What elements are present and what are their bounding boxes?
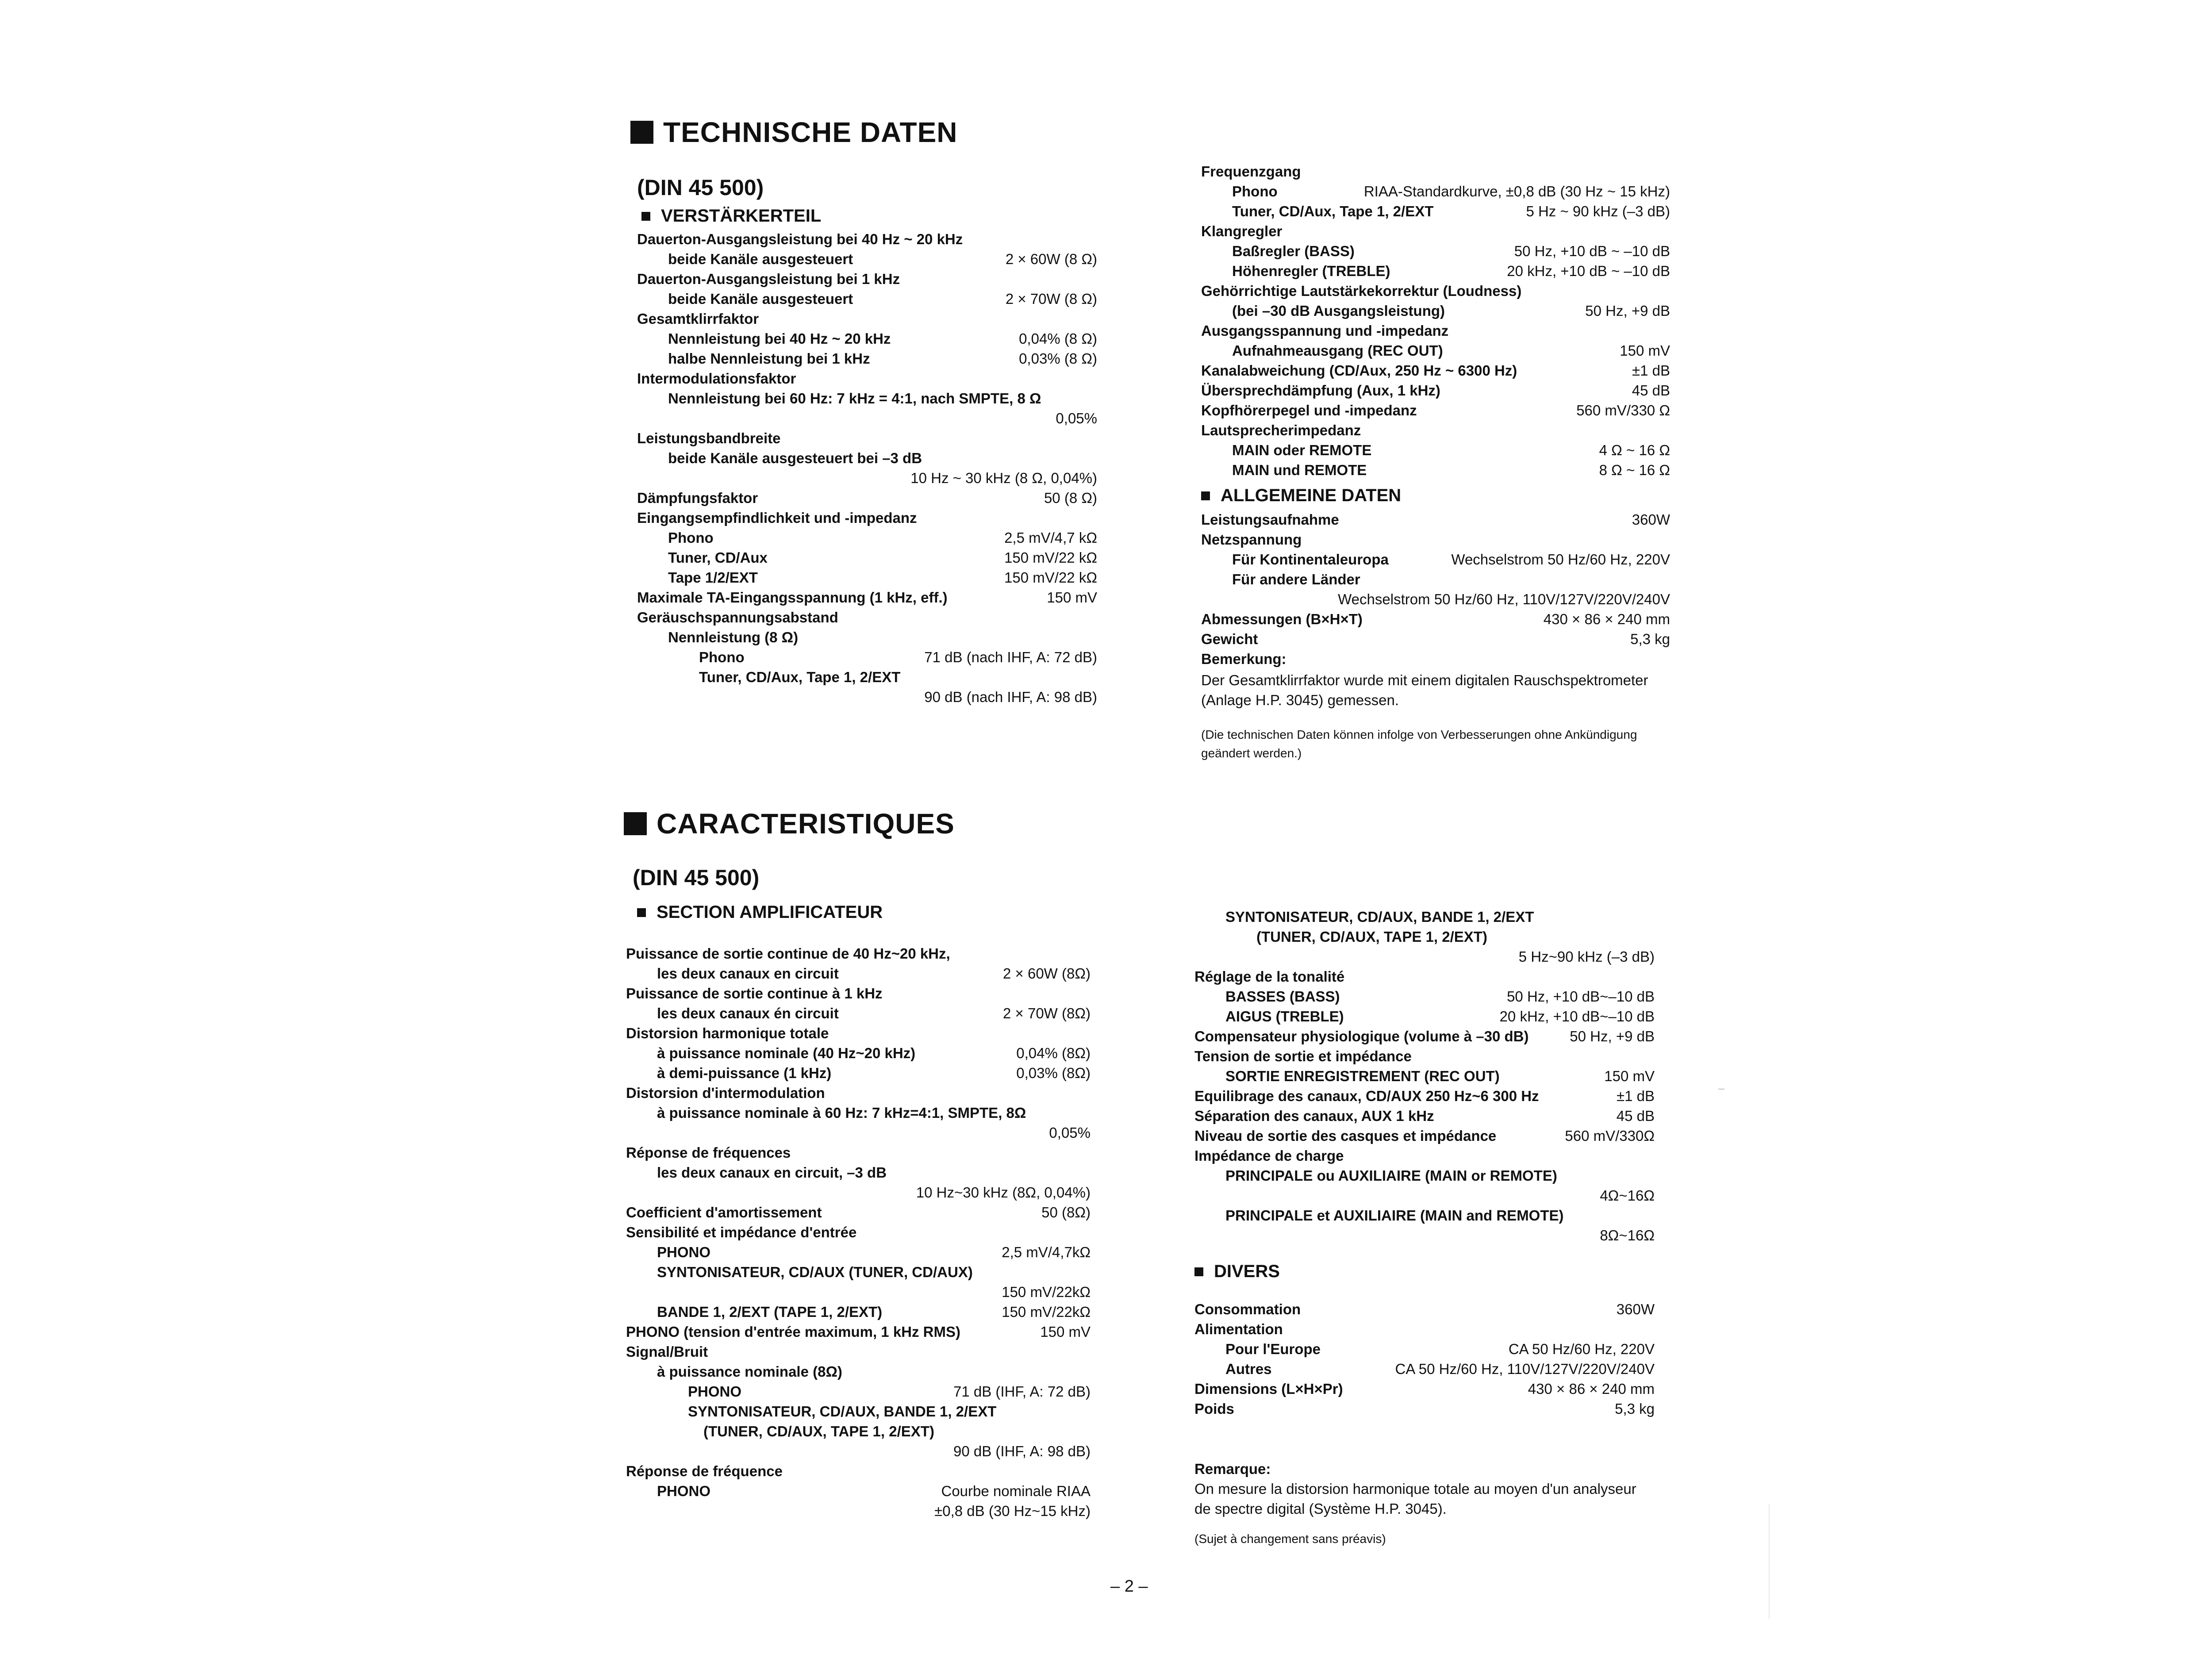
spec-row: [626, 983, 1091, 1003]
spec-label: Phono: [699, 649, 745, 665]
spec-value: 0,04% (8 Ω): [1019, 330, 1097, 347]
spec-label: les deux canaux en circuit: [657, 965, 839, 982]
spec-row: [626, 1023, 1091, 1043]
fr-remark: On mesure la distorsion harmonique totale au moyen d'un analyseur de spectre digital (Système H.P. 3045).: [1194, 1481, 1636, 1517]
spec-label: SYNTONISATEUR, CD/AUX, BANDE 1, 2/EXT: [688, 1403, 997, 1420]
spec-label: Nennleistung (8 Ω): [668, 629, 799, 645]
spec-label: Leistungsbandbreite: [637, 430, 781, 446]
spec-value: ±1 dB: [1617, 1088, 1655, 1104]
spec-label: Netzspannung: [1201, 531, 1302, 548]
spec-row: [1201, 460, 1670, 480]
spec-row: [1194, 1186, 1655, 1205]
spec-row: [1194, 1225, 1655, 1245]
spec-value: 45 dB: [1616, 1108, 1655, 1124]
spec-row: [626, 1063, 1091, 1083]
spec-row: [637, 647, 1097, 667]
de-spec-list-right: [1201, 161, 1670, 480]
spec-row: [1194, 947, 1655, 967]
spec-value: Wechselstrom 50 Hz/60 Hz, 220V: [1451, 551, 1670, 568]
spec-row: [1194, 1339, 1655, 1359]
de-remark: Der Gesamtklirrfaktor wurde mit einem digitalen Rauschspektrometer (Anlage H.P. 3045) gemessen.: [1201, 672, 1648, 708]
spec-label: (TUNER, CD/AUX, TAPE 1, 2/EXT): [1256, 929, 1487, 945]
spec-value: 0,03% (8 Ω): [1019, 350, 1097, 367]
de-amp-heading: [641, 206, 821, 226]
spec-row: [1201, 380, 1670, 400]
spec-value: RIAA-Standardkurve, ±0,8 dB (30 Hz ~ 15 kHz): [1363, 183, 1670, 200]
spec-value: 150 mV: [1620, 342, 1670, 359]
spec-row: [1201, 201, 1670, 221]
spec-row: [637, 468, 1097, 488]
spec-row: [626, 944, 1091, 963]
de-title-text: TECHNISCHE DATEN: [663, 116, 958, 148]
spec-row: [626, 1202, 1091, 1222]
spec-label: Tape 1/2/EXT: [668, 569, 758, 586]
spec-row: [637, 229, 1097, 249]
spec-value: 560 mV/330Ω: [1565, 1128, 1655, 1144]
spec-label: Kanalabweichung (CD/Aux, 250 Hz ~ 6300 Hz): [1201, 362, 1517, 379]
fr-general-heading-text: DIVERS: [1214, 1262, 1280, 1281]
page-number: – 2 –: [1110, 1577, 1148, 1596]
bullet-square-icon: [641, 212, 650, 221]
spec-value: 0,04% (8Ω): [1016, 1045, 1091, 1061]
spec-row: [626, 1163, 1091, 1182]
spec-value: 8Ω~16Ω: [1600, 1227, 1655, 1244]
spec-row: [1194, 1319, 1655, 1339]
spec-row: [1201, 549, 1670, 569]
spec-row: [626, 1441, 1091, 1461]
spec-row: [1194, 907, 1655, 927]
fr-din-heading: (DIN 45 500): [633, 865, 760, 890]
spec-value: 5 Hz~90 kHz (–3 dB): [1518, 948, 1655, 965]
spec-label: Alimentation: [1194, 1321, 1283, 1337]
spec-value: 4Ω~16Ω: [1600, 1187, 1655, 1204]
spec-row: [1194, 1006, 1655, 1026]
fr-title-text: CARACTERISTIQUES: [657, 808, 955, 840]
spec-value: 150 mV/22kΩ: [1002, 1284, 1091, 1300]
spec-row: [1201, 530, 1670, 549]
spec-label: Impédance de charge: [1194, 1148, 1344, 1164]
spec-row: [626, 1143, 1091, 1163]
spec-row: [1194, 1106, 1655, 1126]
spec-label: Dimensions (L×H×Pr): [1194, 1381, 1343, 1397]
spec-value: 45 dB: [1632, 382, 1670, 399]
spec-value: 360W: [1616, 1301, 1655, 1317]
spec-value: 2,5 mV/4,7kΩ: [1002, 1244, 1091, 1260]
spec-row: [626, 1123, 1091, 1143]
spec-row: [626, 963, 1091, 983]
spec-row: [637, 408, 1097, 428]
spec-row: [637, 368, 1097, 388]
spec-label: les deux canaux én circuit: [657, 1005, 839, 1021]
spec-label: Puissance de sortie continue à 1 kHz: [626, 985, 883, 1002]
bullet-square-icon: [1201, 491, 1210, 500]
spec-label: PRINCIPALE et AUXILIAIRE (MAIN and REMOTE): [1225, 1207, 1564, 1224]
spec-row: [1201, 569, 1670, 589]
spec-label: Nennleistung bei 60 Hz: 7 kHz = 4:1, nach SMPTE, 8 Ω: [668, 390, 1041, 407]
spec-row: [1201, 221, 1670, 241]
spec-value: 71 dB (IHF, A: 72 dB): [953, 1383, 1091, 1400]
spec-label: Baßregler (BASS): [1232, 243, 1355, 259]
spec-label: Bemerkung:: [1201, 651, 1286, 667]
spec-value: 2 × 60W (8Ω): [1003, 965, 1091, 982]
spec-value: 4 Ω ~ 16 Ω: [1599, 442, 1670, 458]
spec-row: [626, 1382, 1091, 1401]
spec-row: [626, 1461, 1091, 1481]
spec-row: [626, 1003, 1091, 1023]
spec-label: Equilibrage des canaux, CD/AUX 250 Hz~6 300 Hz: [1194, 1088, 1539, 1104]
spec-row: [1194, 1146, 1655, 1166]
de-general-heading-text: ALLGEMEINE DATEN: [1221, 486, 1402, 505]
spec-label: Tuner, CD/Aux, Tape 1, 2/EXT: [1232, 203, 1434, 219]
spec-value: ±1 dB: [1632, 362, 1670, 379]
spec-row: [637, 528, 1097, 548]
spec-label: MAIN oder REMOTE: [1232, 442, 1372, 458]
spec-label: BASSES (BASS): [1225, 988, 1340, 1005]
spec-label: SORTIE ENREGISTREMENT (REC OUT): [1225, 1068, 1500, 1084]
spec-row: [637, 627, 1097, 647]
spec-value: CA 50 Hz/60 Hz, 220V: [1508, 1341, 1655, 1357]
spec-value: 50 Hz, +9 dB: [1570, 1028, 1655, 1044]
spec-label: Übersprechdämpfung (Aux, 1 kHz): [1201, 382, 1440, 399]
spec-label: Kopfhörerpegel und -impedanz: [1201, 402, 1417, 418]
spec-row: [1194, 1399, 1655, 1419]
spec-row: [626, 1242, 1091, 1262]
spec-row: [626, 1481, 1091, 1501]
de-section-title: [630, 116, 958, 149]
spec-value: 71 dB (nach IHF, A: 72 dB): [924, 649, 1097, 665]
spec-value: 430 × 86 × 240 mm: [1528, 1381, 1655, 1397]
spec-label: PHONO: [657, 1483, 711, 1499]
fr-amplifier-spec-list: [626, 944, 1091, 1521]
spec-row: [626, 1222, 1091, 1242]
spec-row: [1194, 1205, 1655, 1225]
spec-label: MAIN und REMOTE: [1232, 462, 1367, 478]
spec-label: Réponse de fréquences: [626, 1144, 791, 1161]
spec-label: Höhenregler (TREBLE): [1232, 263, 1390, 279]
spec-row: [1194, 1166, 1655, 1186]
spec-value: 2 × 70W (8Ω): [1003, 1005, 1091, 1021]
spec-row: [1194, 986, 1655, 1006]
spec-label: (bei –30 dB Ausgangsleistung): [1232, 303, 1445, 319]
scan-mark: [1769, 1504, 1770, 1619]
spec-row: [637, 349, 1097, 368]
spec-value: 50 Hz, +10 dB~–10 dB: [1507, 988, 1655, 1005]
spec-label: Phono: [1232, 183, 1278, 200]
spec-label: les deux canaux en circuit, –3 dB: [657, 1164, 887, 1181]
spec-label: à puissance nominale (8Ω): [657, 1363, 842, 1380]
spec-row: [1201, 609, 1670, 629]
spec-value: 50 Hz, +9 dB: [1585, 303, 1670, 319]
spec-value: 0,03% (8Ω): [1016, 1065, 1091, 1081]
spec-row: [1194, 1046, 1655, 1066]
spec-label: Niveau de sortie des casques et impédance: [1194, 1128, 1497, 1144]
fr-amp-heading: [637, 902, 883, 922]
spec-row: [626, 1302, 1091, 1322]
fr-amp-heading-text: SECTION AMPLIFICATEUR: [657, 902, 883, 922]
spec-label: PHONO: [688, 1383, 742, 1400]
spec-value: 150 mV: [1047, 589, 1097, 606]
spec-value: 5,3 kg: [1630, 631, 1670, 647]
spec-row: [626, 1043, 1091, 1063]
spec-row: [1201, 161, 1670, 181]
spec-label: Nennleistung bei 40 Hz ~ 20 kHz: [668, 330, 891, 347]
spec-label: Poids: [1194, 1401, 1234, 1417]
spec-row: [626, 1282, 1091, 1302]
spec-value: 0,05%: [1056, 410, 1097, 426]
spec-row: [626, 1362, 1091, 1382]
spec-row: [626, 1103, 1091, 1123]
spec-row: [1201, 629, 1670, 649]
spec-label: Für andere Länder: [1232, 571, 1360, 587]
spec-row: [637, 388, 1097, 408]
spec-value: Courbe nominale RIAA: [941, 1483, 1091, 1499]
section-square-icon: [630, 121, 653, 144]
spec-value: 150 mV: [1040, 1324, 1091, 1340]
spec-row: [626, 1182, 1091, 1202]
spec-label: Tuner, CD/Aux, Tape 1, 2/EXT: [699, 669, 901, 685]
fr-general-spec-list: [1194, 1299, 1655, 1419]
spec-row: [1194, 1026, 1655, 1046]
spec-row: [1201, 589, 1670, 609]
spec-row: [637, 508, 1097, 528]
spec-value: 2,5 mV/4,7 kΩ: [1004, 530, 1097, 546]
spec-value: 8 Ω ~ 16 Ω: [1599, 462, 1670, 478]
spec-value: 10 Hz~30 kHz (8Ω, 0,04%): [916, 1184, 1091, 1201]
spec-label: BANDE 1, 2/EXT (TAPE 1, 2/EXT): [657, 1304, 883, 1320]
spec-label: SYNTONISATEUR, CD/AUX (TUNER, CD/AUX): [657, 1264, 973, 1280]
spec-row: [1194, 1299, 1655, 1319]
spec-row: [1201, 321, 1670, 341]
bullet-square-icon: [1194, 1267, 1203, 1276]
de-amp-heading-text: VERSTÄRKERTEIL: [661, 206, 822, 226]
spec-label: Compensateur physiologique (volume à –30 dB): [1194, 1028, 1529, 1044]
spec-row: [1194, 1066, 1655, 1086]
spec-label: (TUNER, CD/AUX, TAPE 1, 2/EXT): [703, 1423, 934, 1439]
spec-label: Leistungsaufnahme: [1201, 511, 1339, 528]
fr-spec-list-right: [1194, 907, 1655, 1245]
spec-row: [626, 1322, 1091, 1342]
spec-row: [1201, 281, 1670, 301]
spec-row: [1201, 261, 1670, 281]
spec-label: Gehörrichtige Lautstärkekorrektur (Loudness): [1201, 283, 1522, 299]
spec-row: [637, 448, 1097, 468]
spec-row: [626, 1083, 1091, 1103]
spec-value: 50 Hz, +10 dB ~ –10 dB: [1514, 243, 1670, 259]
fr-footnote: (Sujet à changement sans préavis): [1194, 1532, 1386, 1546]
spec-row: [626, 1342, 1091, 1362]
spec-label: Dauerton-Ausgangsleistung bei 40 Hz ~ 20 kHz: [637, 231, 963, 247]
spec-value: 90 dB (IHF, A: 98 dB): [953, 1443, 1091, 1459]
spec-label: Ausgangsspannung und -impedanz: [1201, 322, 1449, 339]
spec-label: à puissance nominale à 60 Hz: 7 kHz=4:1, SMPTE, 8Ω: [657, 1105, 1026, 1121]
spec-label: AIGUS (TREBLE): [1225, 1008, 1344, 1025]
spec-label: PHONO (tension d'entrée maximum, 1 kHz RMS): [626, 1324, 960, 1340]
spec-label: Coefficient d'amortissement: [626, 1204, 822, 1220]
spec-row: [626, 1501, 1091, 1521]
spec-row: [1194, 1379, 1655, 1399]
spec-row: [1194, 927, 1655, 947]
spec-row: [1194, 1359, 1655, 1379]
spec-label: Réponse de fréquence: [626, 1463, 783, 1479]
spec-value: 5,3 kg: [1615, 1401, 1655, 1417]
spec-label: Dauerton-Ausgangsleistung bei 1 kHz: [637, 271, 900, 287]
spec-label: Tuner, CD/Aux: [668, 549, 768, 566]
spec-value: 50 (8 Ω): [1044, 490, 1097, 506]
spec-label: PRINCIPALE ou AUXILIAIRE (MAIN or REMOTE): [1225, 1167, 1557, 1184]
spec-label: à demi-puissance (1 kHz): [657, 1065, 832, 1081]
spec-label: Gesamtklirrfaktor: [637, 311, 759, 327]
spec-label: beide Kanäle ausgesteuert bei –3 dB: [668, 450, 922, 466]
spec-value: 90 dB (nach IHF, A: 98 dB): [924, 689, 1097, 705]
spec-row: [1201, 241, 1670, 261]
spec-value: 150 mV/22kΩ: [1002, 1304, 1091, 1320]
spec-row: [1201, 341, 1670, 361]
spec-row: [637, 488, 1097, 508]
spec-label: Frequenzgang: [1201, 163, 1301, 180]
spec-value: 360W: [1632, 511, 1670, 528]
spec-row: [626, 1262, 1091, 1282]
spec-row: [1201, 301, 1670, 321]
spec-label: Aufnahmeausgang (REC OUT): [1232, 342, 1443, 359]
spec-label: SYNTONISATEUR, CD/AUX, BANDE 1, 2/EXT: [1225, 909, 1534, 925]
spec-row: [637, 309, 1097, 329]
fr-section-title: [624, 807, 955, 840]
de-footnote: (Die technischen Daten können infolge von Verbesserungen ohne Ankündigung geändert werden.): [1201, 728, 1637, 760]
spec-label: Consommation: [1194, 1301, 1301, 1317]
spec-label: à puissance nominale (40 Hz~20 kHz): [657, 1045, 916, 1061]
spec-row: [1201, 420, 1670, 440]
spec-label: beide Kanäle ausgesteuert: [668, 251, 853, 267]
spec-value: 150 mV: [1604, 1068, 1655, 1084]
fr-remark-label: Remarque:: [1194, 1461, 1271, 1477]
spec-row: [1201, 361, 1670, 380]
spec-label: Séparation des canaux, AUX 1 kHz: [1194, 1108, 1434, 1124]
spec-row: [1194, 967, 1655, 986]
spec-label: Eingangsempfindlichkeit und -impedanz: [637, 510, 917, 526]
spec-value: 20 kHz, +10 dB~–10 dB: [1499, 1008, 1655, 1025]
spec-row: [637, 289, 1097, 309]
spec-row: [626, 1401, 1091, 1421]
de-amplifier-spec-list: [637, 229, 1097, 707]
spec-label: Gewicht: [1201, 631, 1258, 647]
spec-label: PHONO: [657, 1244, 711, 1260]
spec-label: Abmessungen (B×H×T): [1201, 611, 1363, 627]
spec-row: [637, 269, 1097, 289]
spec-label: halbe Nennleistung bei 1 kHz: [668, 350, 870, 367]
spec-value: 150 mV/22 kΩ: [1004, 569, 1097, 586]
spec-label: Geräuschspannungsabstand: [637, 609, 838, 626]
spec-label: beide Kanäle ausgesteuert: [668, 291, 853, 307]
de-general-spec-list: [1201, 510, 1670, 669]
spec-row: [637, 587, 1097, 607]
spec-row: [637, 667, 1097, 687]
de-din-heading: (DIN 45 500): [637, 175, 764, 200]
spec-label: Für Kontinentaleuropa: [1232, 551, 1389, 568]
spec-value: 2 × 60W (8 Ω): [1005, 251, 1097, 267]
spec-label: Tension de sortie et impédance: [1194, 1048, 1412, 1064]
spec-row: [637, 568, 1097, 587]
spec-row: [1201, 400, 1670, 420]
spec-label: Pour l'Europe: [1225, 1341, 1321, 1357]
spec-row: [637, 329, 1097, 349]
spec-value: 430 × 86 × 240 mm: [1543, 611, 1670, 627]
spec-row: [1201, 181, 1670, 201]
spec-label: Dämpfungsfaktor: [637, 490, 758, 506]
spec-value: 2 × 70W (8 Ω): [1005, 291, 1097, 307]
spec-value: 5 Hz ~ 90 kHz (–3 dB): [1526, 203, 1670, 219]
spec-value: 20 kHz, +10 dB ~ –10 dB: [1507, 263, 1670, 279]
spec-row: [637, 607, 1097, 627]
spec-value: 560 mV/330 Ω: [1576, 402, 1670, 418]
spec-value: 10 Hz ~ 30 kHz (8 Ω, 0,04%): [910, 470, 1097, 486]
spec-label: Maximale TA-Eingangsspannung (1 kHz, eff.): [637, 589, 948, 606]
spec-value: 150 mV/22 kΩ: [1004, 549, 1097, 566]
spec-label: Phono: [668, 530, 714, 546]
spec-value: 0,05%: [1049, 1125, 1091, 1141]
spec-label: Lautsprecherimpedanz: [1201, 422, 1361, 438]
spec-row: [637, 687, 1097, 707]
spec-row: [1201, 510, 1670, 530]
spec-label: Intermodulationsfaktor: [637, 370, 796, 387]
spec-row: [637, 428, 1097, 448]
spec-value: Wechselstrom 50 Hz/60 Hz, 110V/127V/220V/240V: [1338, 591, 1670, 607]
spec-label: Signal/Bruit: [626, 1343, 708, 1360]
spec-row: [637, 249, 1097, 269]
spec-label: Klangregler: [1201, 223, 1283, 239]
spec-row: [1194, 1086, 1655, 1106]
spec-label: Distorsion d'intermodulation: [626, 1085, 825, 1101]
spec-row: [1201, 440, 1670, 460]
spec-label: Puissance de sortie continue de 40 Hz~20 kHz,: [626, 945, 950, 962]
scan-mark: [1718, 1088, 1724, 1090]
spec-label: Autres: [1225, 1361, 1272, 1377]
spec-label: Distorsion harmonique totale: [626, 1025, 829, 1041]
spec-label: Réglage de la tonalité: [1194, 968, 1345, 985]
spec-row: [626, 1421, 1091, 1441]
spec-row: [1194, 1126, 1655, 1146]
bullet-square-icon: [637, 908, 646, 917]
spec-label: Sensibilité et impédance d'entrée: [626, 1224, 857, 1240]
section-square-icon: [624, 812, 647, 835]
spec-value: 50 (8Ω): [1041, 1204, 1091, 1220]
spec-row: [1201, 649, 1670, 669]
spec-value: CA 50 Hz/60 Hz, 110V/127V/220V/240V: [1395, 1361, 1655, 1377]
fr-general-heading: [1194, 1262, 1280, 1282]
de-general-heading: [1201, 486, 1401, 506]
spec-row: [637, 548, 1097, 568]
spec-value: ±0,8 dB (30 Hz~15 kHz): [934, 1503, 1091, 1519]
